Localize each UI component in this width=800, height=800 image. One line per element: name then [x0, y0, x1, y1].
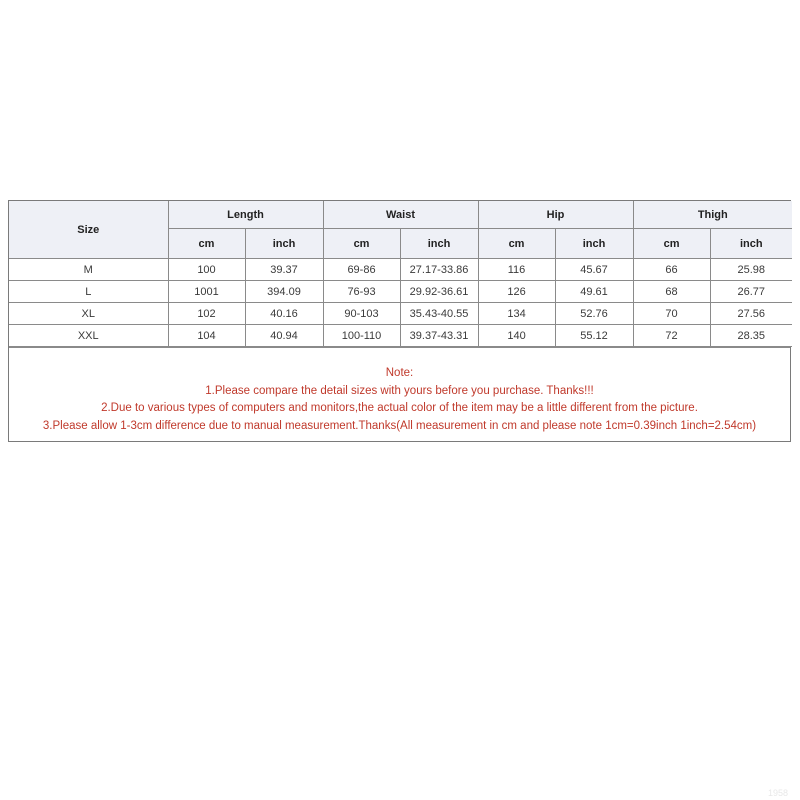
table-cell: 76-93 — [323, 281, 400, 303]
thigh-header: Thigh — [633, 201, 792, 229]
table-cell: 45.67 — [555, 259, 633, 281]
size-cell: L — [9, 281, 168, 303]
table-row — [9, 325, 792, 347]
table-cell: 69-86 — [323, 259, 400, 281]
table-cell: 26.77 — [710, 281, 792, 303]
waist-header: Waist — [323, 201, 478, 229]
unit-header: cm — [478, 229, 555, 259]
table-cell: 72 — [633, 325, 710, 347]
table-cell: 40.16 — [245, 303, 323, 325]
length-header: Length — [168, 201, 323, 229]
hip-header: Hip — [478, 201, 633, 229]
table-cell: 28.35 — [710, 325, 792, 347]
unit-header: cm — [323, 229, 400, 259]
size-cell: XL — [9, 303, 168, 325]
notes-section — [9, 347, 790, 441]
table-row — [9, 281, 792, 303]
table-cell: 68 — [633, 281, 710, 303]
size-table — [9, 201, 792, 347]
table-cell: 126 — [478, 281, 555, 303]
table-cell: 104 — [168, 325, 245, 347]
unit-header: inch — [555, 229, 633, 259]
note-line: 2.Due to various types of computers and monitors,the actual color of the item may be a little different from the picture. — [101, 402, 698, 414]
table-cell: 90-103 — [323, 303, 400, 325]
table-row — [9, 259, 792, 281]
note-line: 1.Please compare the detail sizes with yours before you purchase. Thanks!!! — [205, 384, 594, 397]
notes-heading: Note: — [385, 367, 414, 379]
table-cell: 35.43-40.55 — [400, 303, 478, 325]
unit-header: inch — [400, 229, 478, 259]
table-cell: 40.94 — [245, 325, 323, 347]
table-cell: 100-110 — [323, 325, 400, 347]
table-cell: 100 — [168, 259, 245, 281]
watermark: 1958 — [767, 788, 788, 798]
table-cell: 55.12 — [555, 325, 633, 347]
table-cell: 25.98 — [710, 259, 792, 281]
unit-header: inch — [710, 229, 792, 259]
size-chart — [8, 200, 791, 442]
table-cell: 66 — [633, 259, 710, 281]
table-cell: 27.17-33.86 — [400, 259, 478, 281]
table-cell: 116 — [478, 259, 555, 281]
table-cell: 39.37-43.31 — [400, 325, 478, 347]
note-line: 3.Please allow 1-3cm difference due to manual measurement.Thanks(All measurement in cm and please note 1cm=0.39inch 1inch=2.54cm) — [42, 419, 757, 432]
table-cell: 102 — [168, 303, 245, 325]
table-cell: 140 — [478, 325, 555, 347]
table-cell: 29.92-36.61 — [400, 281, 478, 303]
table-cell: 49.61 — [555, 281, 633, 303]
size-column-header: Size — [9, 201, 168, 259]
table-cell: 52.76 — [555, 303, 633, 325]
unit-header: cm — [168, 229, 245, 259]
size-cell: M — [9, 259, 168, 281]
unit-header: cm — [633, 229, 710, 259]
table-row — [9, 303, 792, 325]
unit-header: inch — [245, 229, 323, 259]
table-cell: 39.37 — [245, 259, 323, 281]
table-cell: 394.09 — [245, 281, 323, 303]
table-cell: 27.56 — [710, 303, 792, 325]
table-cell: 70 — [633, 303, 710, 325]
header-group-row — [9, 201, 792, 229]
table-cell: 1001 — [168, 281, 245, 303]
size-cell: XXL — [9, 325, 168, 347]
table-cell: 134 — [478, 303, 555, 325]
